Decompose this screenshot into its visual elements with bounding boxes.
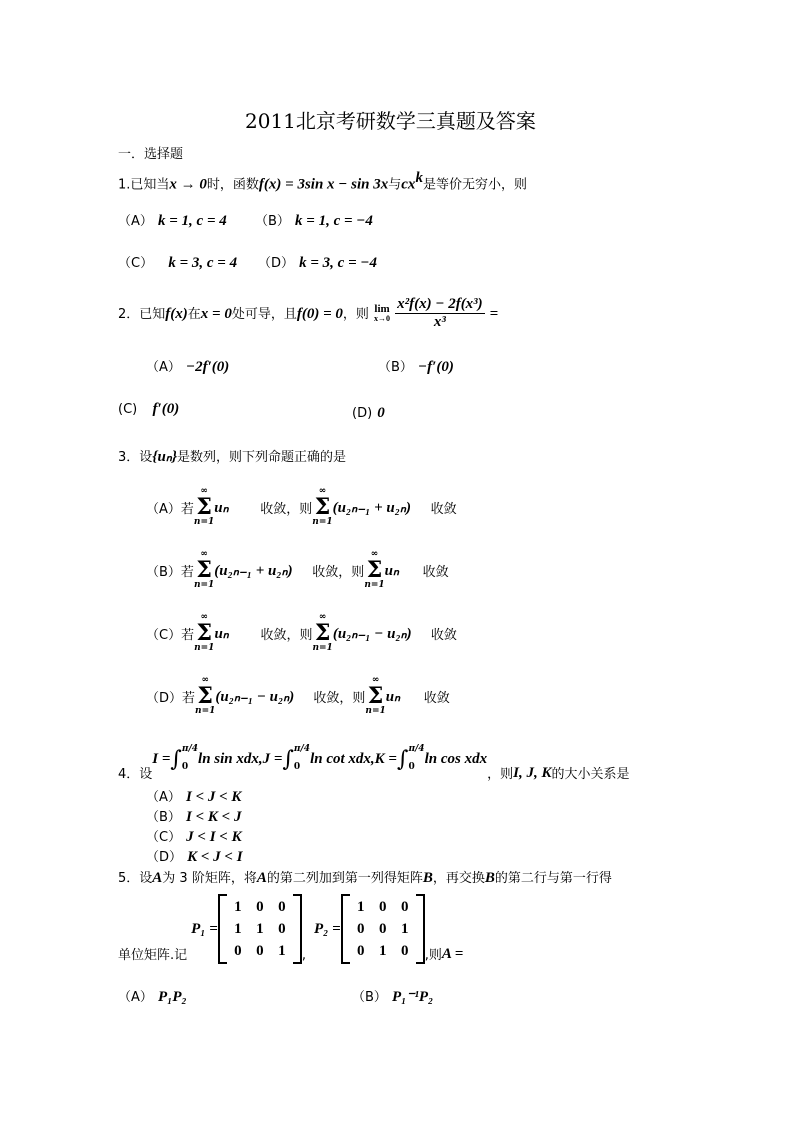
q4-fK: ln cos xdx: [424, 750, 488, 767]
option-math: 0: [377, 405, 385, 421]
q4-pre: 4．设: [118, 767, 153, 782]
q5-pre: 5．设: [118, 871, 153, 886]
q2-option-c[interactable]: [118, 398, 179, 418]
sum-sign: ∞ Σ n=1: [364, 549, 385, 590]
q3-ruo: 若: [180, 564, 194, 580]
section-heading: 一．选择题: [118, 147, 184, 162]
sum-sign: ∞ Σ n=1: [195, 675, 216, 716]
matrix-p1-cell: 0: [256, 942, 264, 959]
question-3: [118, 446, 346, 466]
sum-sign: ∞ Σ n=1: [312, 612, 333, 653]
q5-comma: ,: [301, 948, 306, 963]
option-math: I < J < K: [186, 789, 242, 805]
q1-with: 与: [388, 177, 402, 193]
option-label: （C）: [118, 256, 154, 271]
q4-K: K =: [374, 750, 397, 767]
option-math: K < J < I: [187, 849, 243, 865]
q1-ck-exp: k: [415, 170, 423, 186]
sum-sign: ∞ Σ n=1: [193, 549, 215, 590]
sum-sign: ∞ Σ n=1: [365, 675, 386, 716]
q2-lim: lim: [374, 303, 390, 315]
option-label: （A）: [118, 990, 153, 1005]
question-1: [118, 170, 527, 193]
option-label: （B）: [378, 360, 413, 375]
q3-conv: 收敛: [430, 501, 457, 517]
q2-option-b[interactable]: [378, 356, 454, 376]
integral-sign: ∫ π/4 0: [170, 744, 199, 772]
q5-A: A: [152, 870, 163, 886]
q3-term: uₙ: [214, 625, 229, 642]
q2-mid3: ，则: [342, 307, 369, 322]
q5-option-a[interactable]: [118, 986, 187, 1006]
q5-t2: 的第二列加到第一列得矩阵: [266, 871, 423, 886]
option-math: I < K < J: [186, 809, 242, 825]
question-2: [118, 296, 498, 331]
q1-option-a[interactable]: [118, 210, 227, 230]
q5-A2: A: [256, 870, 267, 886]
q1-option-d[interactable]: [258, 252, 377, 272]
option-label: （D）: [146, 690, 183, 706]
question-4: [118, 736, 629, 782]
option-label: （B）: [146, 564, 181, 580]
q5-B: B: [422, 870, 433, 886]
matrix-p2-cell: 1: [356, 898, 365, 915]
matrix-p1-cell: 0: [234, 942, 242, 959]
q3-conv-then: 收敛，则: [260, 501, 313, 517]
option-label: (C): [118, 402, 138, 417]
q5-Aeq: A =: [441, 946, 464, 962]
q5-then: ,则: [424, 948, 442, 963]
q4-option-b[interactable]: [146, 806, 241, 826]
q3-term: (u₂ₙ₋₁ + u₂ₙ): [214, 562, 293, 579]
q2-numerator: x²f(x) − 2f(x³): [397, 296, 483, 312]
sum-sign: ∞ Σ n=1: [193, 486, 215, 527]
q4-fI: ln sin xdx,: [198, 750, 263, 767]
q3-seq: {uₙ}: [152, 449, 178, 465]
option-label: （D）: [258, 256, 295, 271]
option-label: （A）: [146, 790, 181, 805]
option-math: J < I < K: [186, 829, 242, 845]
matrix-p2-cell: 1: [378, 942, 387, 959]
matrix-p2-cell: 0: [400, 898, 409, 915]
q1-ck: cx: [401, 176, 416, 193]
matrix-p1-cell: 1: [256, 920, 264, 937]
q4-ijk: I, J, K: [513, 765, 552, 781]
matrix-p1-cell: 1: [278, 942, 286, 959]
option-label: （C）: [146, 627, 182, 643]
option-math: P₁⁻¹P₂: [392, 989, 434, 1005]
q3-option-b[interactable]: [146, 545, 449, 595]
integral-sign: ∫ π/4 0: [396, 744, 425, 772]
q3-option-d[interactable]: [146, 671, 450, 721]
q1-option-b[interactable]: [255, 210, 373, 230]
q2-option-d[interactable]: [352, 402, 385, 422]
q3-ruo: 若: [180, 501, 194, 517]
q4-I: I =: [152, 750, 171, 767]
q2-mid2: 处可导，且: [231, 307, 297, 322]
q1-pre: 1.已知当: [118, 177, 170, 193]
q3-term: uₙ: [385, 688, 401, 705]
q1-post: 是等价无穷小，则: [422, 177, 527, 193]
option-math: −2f′(0): [186, 359, 230, 375]
sum-sign: ∞ Σ n=1: [312, 486, 333, 527]
q3-conv: 收敛: [423, 690, 450, 706]
q3-ruo: 若: [181, 627, 195, 643]
option-label: （B）: [255, 214, 290, 229]
matrix-p1-cell: 1: [234, 920, 242, 937]
q1-option-c[interactable]: [118, 252, 237, 272]
q1-cond: x → 0: [169, 176, 207, 193]
q1-func: f(x) = 3sin x − sin 3x: [258, 176, 389, 193]
option-label: (D): [352, 406, 373, 421]
q5-option-b[interactable]: [352, 986, 433, 1006]
option-math: k = 1, c = −4: [295, 213, 373, 229]
q5-t1: 为 3 阶矩阵，将: [162, 871, 257, 886]
q4-post: 的大小关系是: [551, 767, 630, 782]
q3-option-c[interactable]: [146, 608, 457, 658]
matrix-p1-cell: 0: [256, 898, 264, 915]
q2-mid1: 在: [187, 307, 201, 322]
q2-fraction: [395, 296, 485, 331]
option-math: f′(0): [152, 401, 180, 417]
matrix-p1-cell: 1: [234, 898, 242, 915]
matrix-p2-cell: 0: [400, 942, 409, 959]
q2-f0: f(0) = 0: [296, 306, 343, 322]
matrix-p2-cell: 1: [400, 920, 409, 937]
option-label: （A）: [118, 214, 153, 229]
q4-post-pre: ，则: [487, 767, 514, 782]
matrix-p1-cell: 0: [278, 898, 286, 915]
option-label: （B）: [352, 990, 387, 1005]
q3-ruo: 若: [182, 690, 196, 706]
option-math: P₁P₂: [158, 989, 187, 1005]
q1-mid: 时，函数: [206, 177, 259, 193]
q3-term: (u₂ₙ₋₁ − u₂ₙ): [332, 625, 412, 642]
q5-P1-label: P₁ =: [191, 920, 218, 937]
matrix-p2-cell: 0: [356, 920, 365, 937]
q2-option-a[interactable]: [146, 356, 229, 376]
q2-pre: 2．已知: [118, 307, 166, 322]
q5-t3: ，再交换: [432, 871, 485, 886]
q3-option-a[interactable]: [146, 482, 457, 532]
q3-term: (u₂ₙ₋₁ + u₂ₙ): [332, 499, 411, 516]
option-math: k = 3, c = −4: [299, 255, 377, 271]
q5-t4: 的第二行与第一行得: [494, 871, 612, 886]
q3-term: uₙ: [214, 499, 229, 516]
q3-conv-then: 收敛，则: [260, 627, 313, 643]
option-math: −f′(0): [418, 359, 454, 375]
matrix-p1: [218, 894, 302, 964]
option-label: （D）: [146, 850, 183, 865]
question-5: [118, 867, 612, 887]
option-label: （C）: [146, 830, 182, 845]
matrix-p2-cell: 0: [378, 920, 387, 937]
q2-denominator: x³: [433, 314, 446, 330]
page-title: 2011北京考研数学三真题及答案: [245, 109, 536, 133]
matrix-p1-cell: 0: [278, 920, 286, 937]
matrix-p2-cell: 0: [378, 898, 387, 915]
q4-option-d[interactable]: [146, 846, 243, 866]
q4-option-a[interactable]: [146, 786, 241, 806]
q4-option-c[interactable]: [146, 826, 242, 846]
q2-fx: f(x): [165, 306, 188, 322]
q5-t5: 单位矩阵.记: [118, 948, 188, 963]
q3-conv-then: 收敛，则: [313, 690, 366, 706]
q5-P2-label: P₂ =: [313, 920, 341, 937]
q2-lim-sub: x→0: [374, 314, 391, 323]
integral-sign: ∫ π/4 0: [282, 744, 311, 772]
option-math: k = 3, c = 4: [168, 255, 238, 271]
q4-fJ: ln cot xdx,: [310, 750, 375, 767]
option-math: k = 1, c = 4: [158, 213, 227, 229]
q2-x0: x = 0: [200, 306, 232, 322]
q5-B2: B: [484, 870, 495, 886]
q3-conv: 收敛: [422, 564, 449, 580]
q3-pre: 3．设: [118, 450, 153, 465]
q2-eq: =: [489, 306, 499, 322]
q5-matrices-line: [118, 893, 463, 965]
matrix-p2-cell: 0: [356, 942, 365, 959]
q3-term: (u₂ₙ₋₁ − u₂ₙ): [215, 688, 295, 705]
q3-conv: 收敛: [430, 627, 457, 643]
q3-conv-then: 收敛，则: [312, 564, 365, 580]
matrix-p2: [341, 894, 425, 964]
option-label: （A）: [146, 360, 181, 375]
q3-post: 是数列，则下列命题正确的是: [177, 450, 347, 465]
option-label: （A）: [146, 501, 181, 517]
sum-sign: ∞ Σ n=1: [194, 612, 215, 653]
option-label: （B）: [146, 810, 181, 825]
q3-term: uₙ: [384, 562, 399, 579]
q4-J: J =: [262, 750, 283, 767]
